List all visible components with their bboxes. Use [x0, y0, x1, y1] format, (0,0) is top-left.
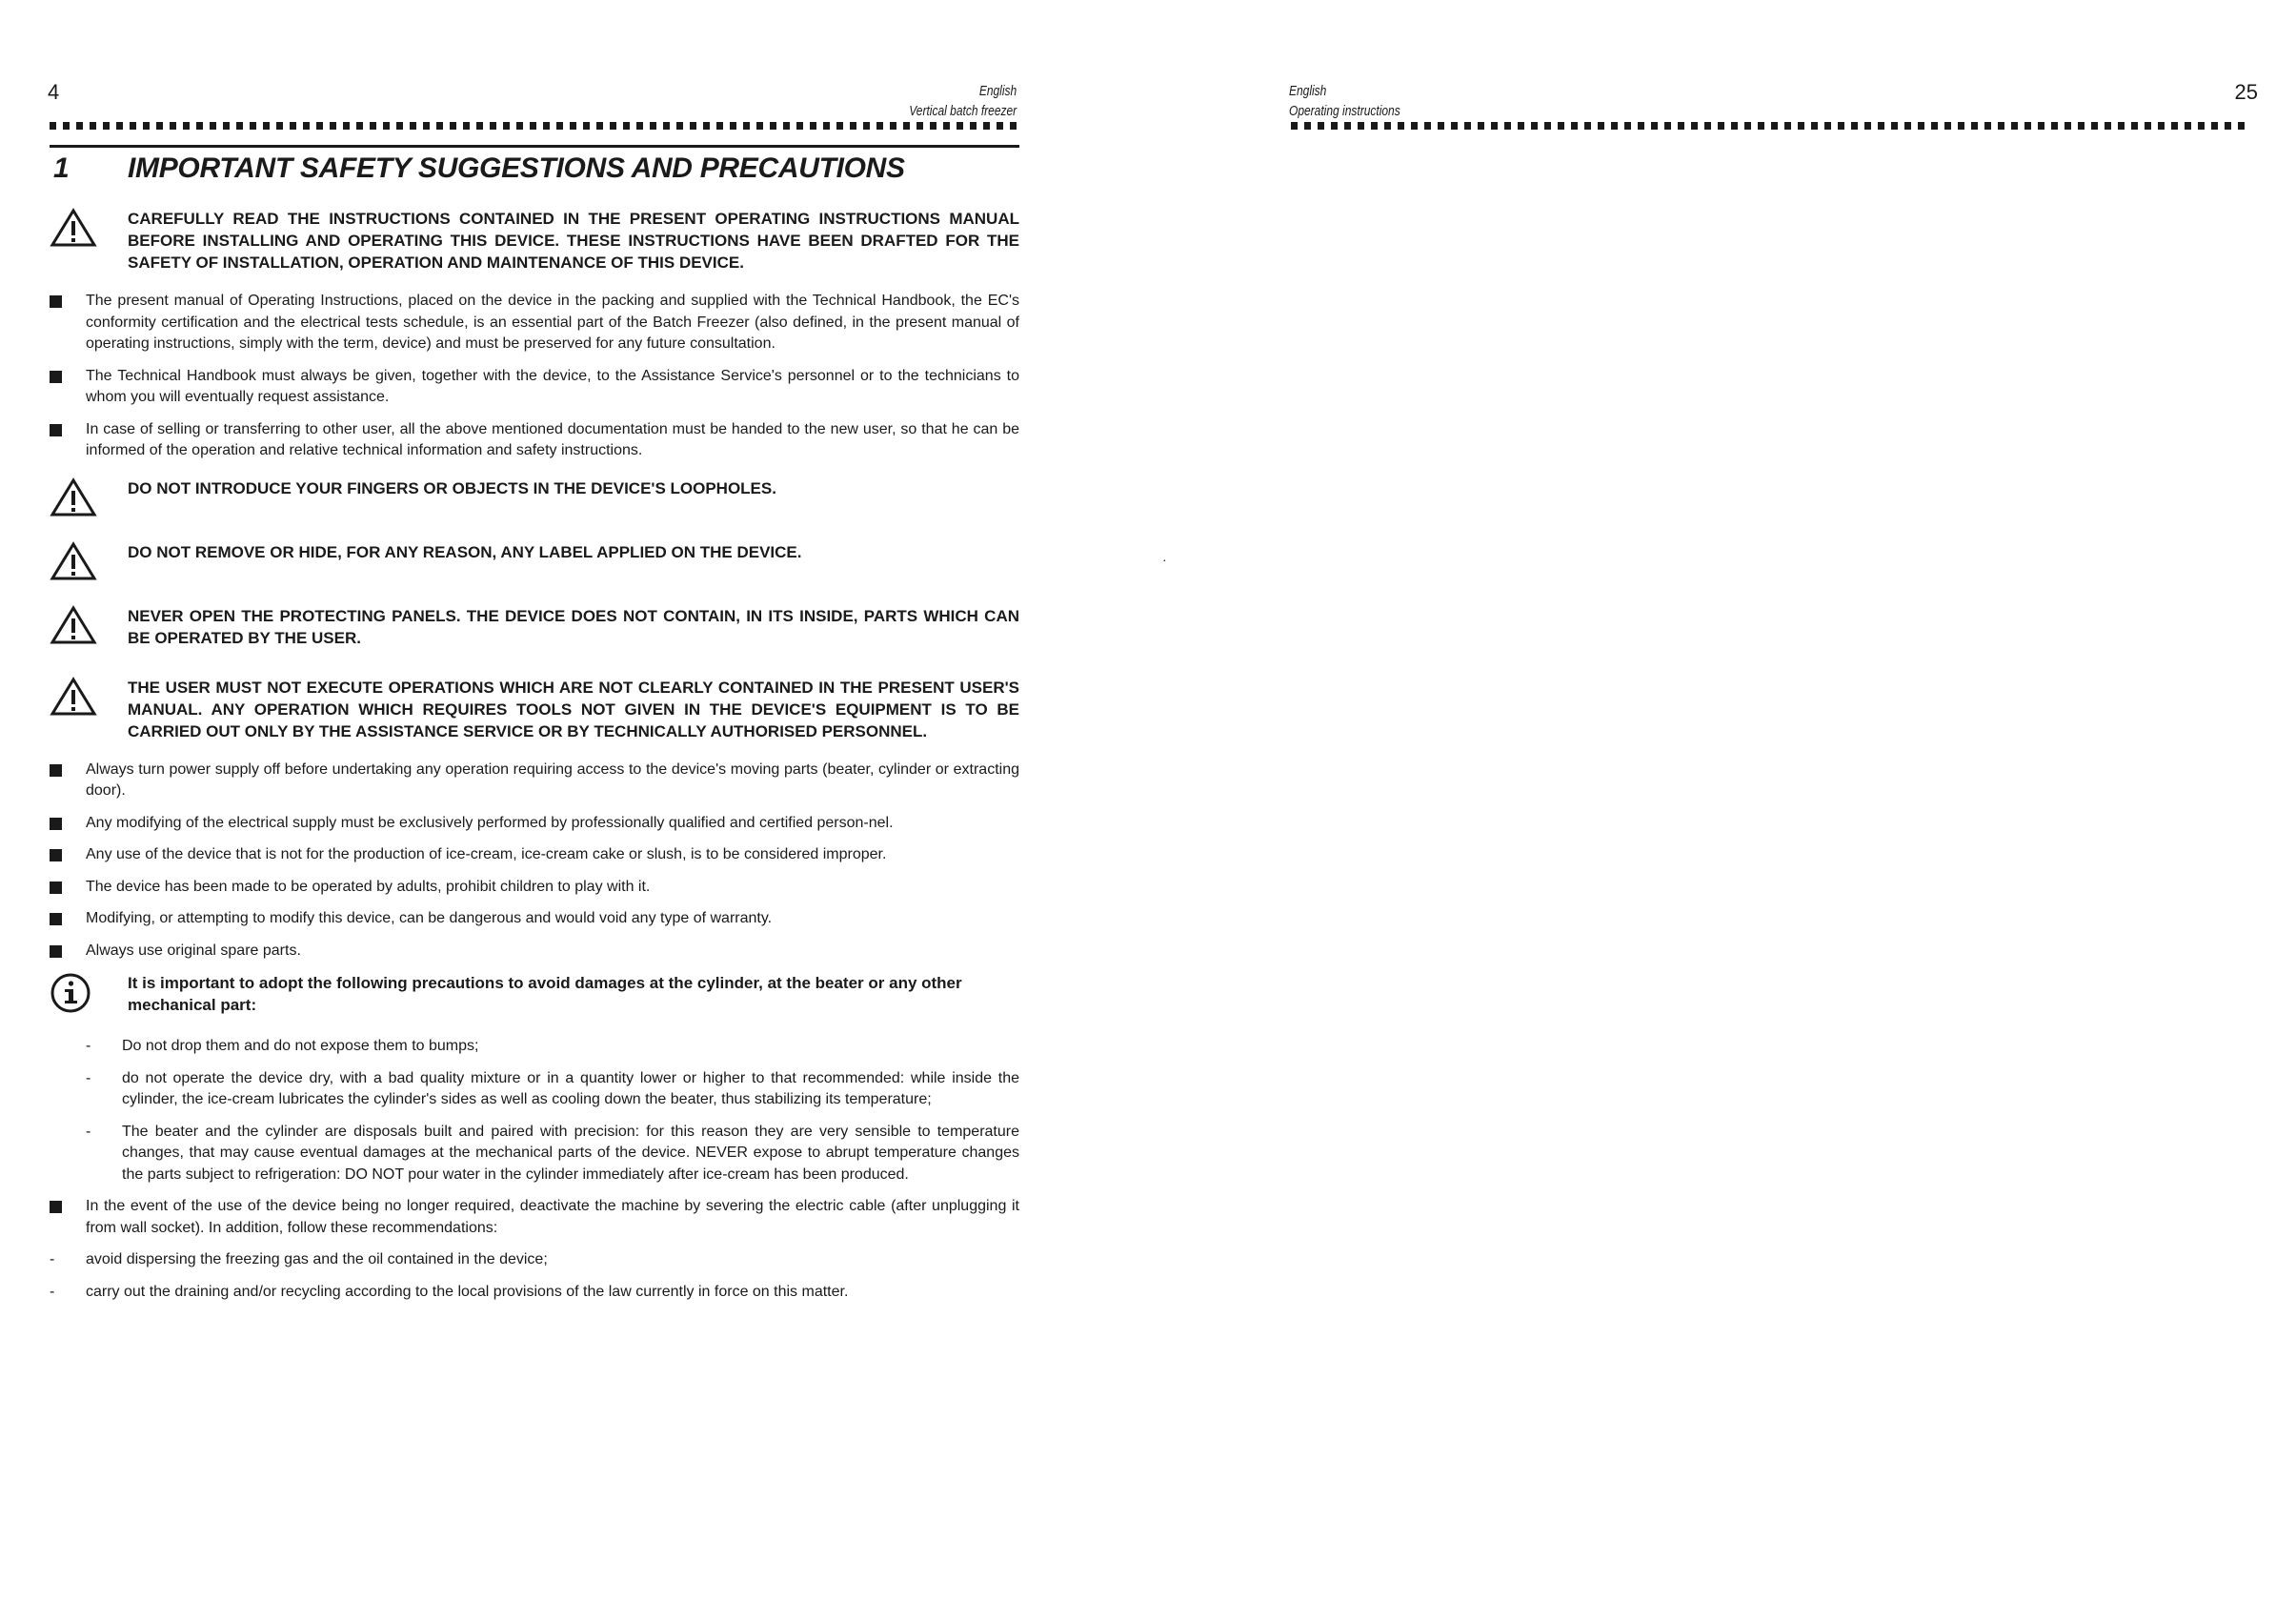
square-bullet-icon — [50, 877, 86, 894]
list-item-text: Always use original spare parts. — [86, 942, 301, 959]
list-item-text: The device has been made to be operated by adults, prohibit children to play with it. — [86, 878, 651, 895]
page-number: 4 — [48, 80, 60, 104]
list-item-text: Any modifying of the electrical supply must be exclusively performed by professionally qualified and certified person-nel. — [86, 814, 894, 831]
running-header — [909, 81, 1017, 121]
list-item — [50, 813, 1019, 835]
section-title: IMPORTANT SAFETY SUGGESTIONS AND PRECAUTIONS — [128, 152, 905, 184]
warning-block — [50, 477, 1019, 522]
warning-text: DO NOT REMOVE OR HIDE, FOR ANY REASON, ANY LABEL APPLIED ON THE DEVICE. — [128, 542, 802, 561]
info-circle-icon — [50, 972, 128, 1019]
list-item-text: The Technical Handbook must always be given, together with the device, to the Assistance Service's personnel or to the technicians to whom you will eventually request assistance. — [86, 367, 1019, 405]
list-item — [50, 941, 1019, 963]
square-bullet-icon — [50, 291, 86, 308]
list-item — [50, 877, 1019, 899]
square-bullet-icon — [50, 1196, 86, 1213]
info-block — [50, 972, 1019, 1019]
warning-triangle-icon — [50, 208, 128, 253]
header-manual-title: Operating instructions — [1289, 103, 1400, 119]
list-item — [50, 1036, 1019, 1058]
header-language: English — [978, 83, 1017, 99]
right-page — [1148, 0, 2296, 1601]
dotted-rule — [50, 122, 1019, 130]
square-bullet-icon — [50, 908, 86, 925]
warning-triangle-icon — [50, 541, 128, 586]
warning-triangle-icon — [50, 605, 128, 650]
dash-marker: - — [86, 1123, 91, 1140]
list-item-text: do not operate the device dry, with a bad quality mixture or in a quantity lower or higher to that recommended: while inside the cylinder, the ice-cream lubricates the cylinder's sides as well as cooling down the beater, thus stabilizing its temperature; — [122, 1069, 1019, 1107]
dash-marker: - — [86, 1038, 91, 1054]
running-header — [1289, 81, 1400, 121]
square-bullet-icon — [50, 813, 86, 830]
list-item — [50, 419, 1019, 462]
list-item — [50, 1196, 1019, 1239]
list-item — [50, 1282, 1019, 1304]
list-item-text: carry out the draining and/or recycling according to the local provisions of the law currently in force on this matter. — [86, 1283, 849, 1300]
list-item-text: In case of selling or transferring to other user, all the above mentioned documentation must be handed to the new user, so that he can be informed of the operation and relative technical information and safety instructions. — [86, 420, 1019, 458]
list-item — [50, 291, 1019, 355]
dash-marker: - — [50, 1283, 55, 1300]
dash-marker: - — [50, 1251, 55, 1267]
square-bullet-icon — [50, 419, 86, 436]
list-item — [50, 844, 1019, 866]
warning-block — [50, 677, 1019, 742]
list-item — [50, 908, 1019, 930]
warning-block — [50, 541, 1019, 586]
list-item-text: Do not drop them and do not expose them to bumps; — [122, 1038, 479, 1054]
warning-text: DO NOT INTRODUCE YOUR FINGERS OR OBJECTS IN THE DEVICE'S LOOPHOLES. — [128, 478, 776, 497]
list-item-text: Any use of the device that is not for the production of ice-cream, ice-cream cake or slush, is to be considered improper. — [86, 846, 887, 862]
square-bullet-icon — [50, 760, 86, 777]
warning-text: NEVER OPEN THE PROTECTING PANELS. THE DEVICE DOES NOT CONTAIN, IN ITS INSIDE, PARTS WHICH CAN BE OPERATED BY THE USER. — [128, 606, 1019, 647]
page-number: 25 — [2234, 80, 2258, 104]
list-item-text: Modifying, or attempting to modify this device, can be dangerous and would void any type of warranty. — [86, 910, 773, 926]
square-bullet-icon — [50, 366, 86, 383]
list-item-text: Always turn power supply off before undertaking any operation requiring access to the device's moving parts (beater, cylinder or extracting door). — [86, 760, 1019, 799]
header-manual-title: Vertical batch freezer — [909, 103, 1017, 119]
header-language: English — [1289, 83, 1327, 99]
list-item — [50, 366, 1019, 409]
list-item — [50, 760, 1019, 802]
warning-block — [50, 208, 1019, 274]
warning-text: THE USER MUST NOT EXECUTE OPERATIONS WHICH ARE NOT CLEARLY CONTAINED IN THE PRESENT USER'S MANUAL. ANY OPERATION WHICH REQUIRES TOOLS NOT GIVEN IN THE DEVICE'S EQUIPMENT IS TO BE CARRIED OUT ONLY BY THE ASSISTANCE SERVICE OR BY TECHNICALLY AUTHORISED PERSONNEL. — [128, 678, 1019, 740]
list-item-text: The present manual of Operating Instructions, placed on the device in the packing and supplied with the Technical Handbook, the EC's conformity certification and the electrical tests schedule, is an essential part of the Batch Freezer (also defined, in the present manual of operating instructions, simply with the term, device) and must be preserved for any future consultation. — [86, 293, 1019, 352]
solid-rule — [50, 145, 1019, 148]
list-item — [50, 1068, 1019, 1111]
dash-marker: - — [86, 1069, 91, 1086]
list-item — [50, 1249, 1019, 1271]
warning-text: CAREFULLY READ THE INSTRUCTIONS CONTAINED IN THE PRESENT OPERATING INSTRUCTIONS MANUAL BEFORE INSTALLING AND OPERATING THIS DEVICE. THESE INSTRUCTIONS HAVE BEEN DRAFTED FOR THE SAFETY OF INSTALLATION, OPERATION AND MAINTENANCE OF THIS DEVICE. — [128, 210, 1019, 272]
section-number: 1 — [53, 152, 70, 184]
section-heading — [50, 152, 1019, 193]
square-bullet-icon — [50, 941, 86, 958]
list-item-text: avoid dispersing the freezing gas and the oil contained in the device; — [86, 1251, 548, 1267]
warning-block — [50, 605, 1019, 650]
list-item-text: In the event of the use of the device being no longer required, deactivate the machine by severing the electric cable (after unplugging it from wall socket). In addition, follow these recommendations: — [86, 1198, 1019, 1236]
info-text: It is important to adopt the following precautions to avoid damages at the cylinder, at the beater or any other mechanical part: — [128, 974, 962, 1014]
list-item — [50, 1122, 1019, 1186]
list-item-text: The beater and the cylinder are disposals built and paired with precision: for this reason they are very sensible to temperature changes, that may cause eventual damages at the mechanical parts of the device. NEVER expose to abrupt temperature changes the parts subject to refrigeration: DO NOT pour water in the cylinder immediately after ice-cream has been produced. — [122, 1123, 1019, 1183]
warning-triangle-icon — [50, 477, 128, 522]
dotted-rule — [1291, 122, 2249, 130]
page-content — [50, 152, 1019, 1313]
warning-triangle-icon — [50, 677, 128, 721]
scan-speck: ․ — [1162, 549, 1167, 564]
square-bullet-icon — [50, 844, 86, 861]
